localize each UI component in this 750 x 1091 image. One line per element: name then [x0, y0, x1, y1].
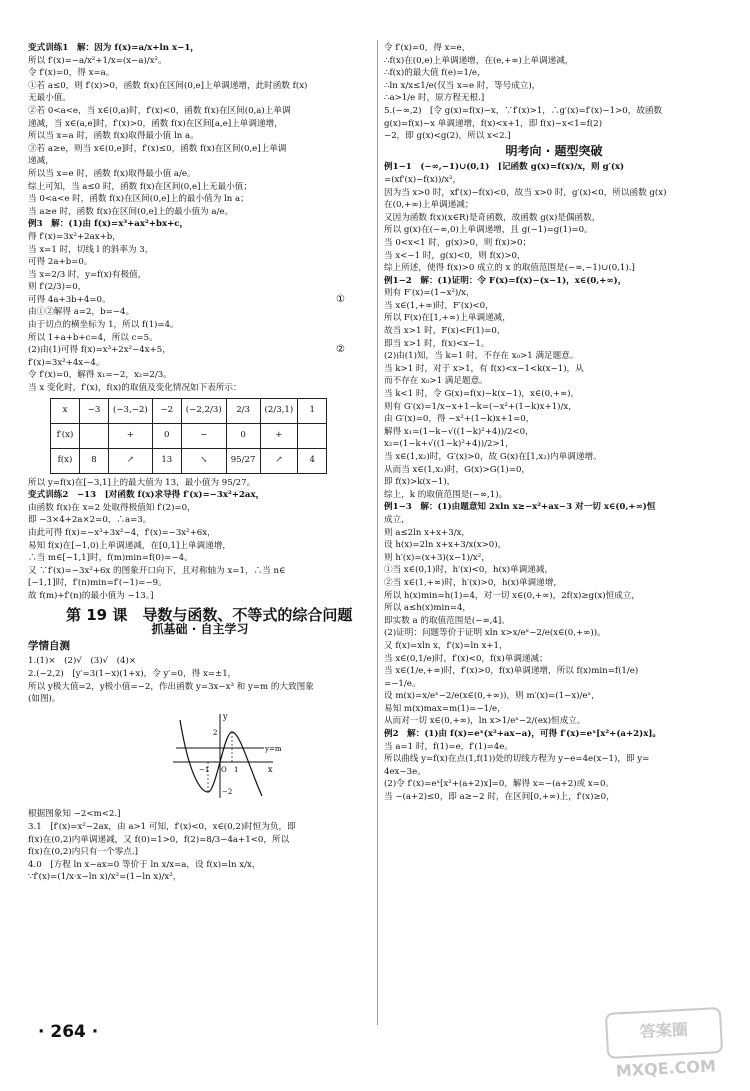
text-line: 综上，k 的取值范围是(−∞,1)。 [384, 489, 508, 500]
text-line: =(xf′(x)−f(x))/x²， [384, 174, 462, 185]
variation-table [50, 398, 327, 474]
text-line: 所以当 x=e 时，函数 f(x)取得最小值 a/e。 [28, 168, 196, 179]
text-line: f′(x)=3x²+4x−4。 [28, 357, 105, 368]
table-cell: f(x) [51, 448, 80, 473]
text-line: 设 h(x)=2ln x+x+3/x(x>0)， [384, 540, 507, 551]
text-line: 即当 x>1 时，f(x)<x−1。 [384, 338, 490, 349]
table-row [51, 448, 327, 473]
text-line: 当 x∈(1,x₂)时，G′(x)>0，故 G(x)在[1,x₂)内单调递增。 [384, 452, 602, 462]
left-bottom-block-2 [28, 808, 372, 884]
text-line: 设 m(x)=x/eˣ−2/e(x∈(0,+∞))，则 m′(x)=(1−x)/eˣ， [384, 691, 600, 702]
text-line: 所以当 x=a 时，函数 f(x)取得最小值 ln a。 [28, 131, 199, 142]
watermark-logo: 答案圈 MXQE.COM [605, 1007, 723, 1059]
text-line: 当 x 变化时，f′(x)，f(x)的取值及变化情况如下表所示： [28, 383, 242, 394]
text-line: 递减， [28, 156, 54, 167]
table-cell: 1 [298, 398, 327, 423]
text-line: 无最小值。 [28, 93, 71, 104]
text-line: 则有 F′(x)=(1−x²)/x， [384, 288, 475, 299]
text-line: 由于切点的横坐标为 1，所以 f(1)=4。 [28, 320, 179, 331]
text-line: 2.(−2,2) [y′=3(1−x)(1+x)，令 y′=0，得 x=±1， [28, 668, 237, 679]
left-mid-block [28, 477, 372, 603]
text-line: (2)证明：问题等价于证明 xln x>x/eˣ−2/e(x∈(0,+∞))。 [384, 628, 606, 639]
text-line: ∴ln x/x≤1/e(仅当 x=e 时，等号成立)， [384, 80, 541, 91]
text-line: 从而当 x∈(1,x₂)时，G(x)>G(1)=0， [384, 464, 531, 475]
text-line: ∴a>1/e 时，原方程无根.] [384, 93, 485, 104]
text-line: 故当 x>1 时，F(x)<F(1)=0， [384, 326, 506, 337]
equation-marker-2: ② [336, 344, 345, 355]
text-line: 易知 m(x)max=m(1)=−1/e， [384, 703, 506, 714]
text-line: 由 G′(x)=0，得 −x²+(1−k)x+1=0， [384, 414, 535, 425]
right-top-block [384, 42, 724, 143]
text-line: ①若 a≤0，则 f′(x)>0，函数 f(x)在区间(0,e]上单调递增，此时函数 f(x) [28, 80, 308, 91]
text-line: 所以 1+a+b+c=4，所以 c=5。 [28, 332, 158, 343]
text-line: 则 h′(x)=(x+3)(x−1)/x²， [384, 552, 490, 563]
equation-marker-1: ① [336, 294, 345, 305]
table-cell: + [109, 423, 153, 448]
text-line: (2)由(1)可得 f(x)=x³+2x²−4x+5， [28, 345, 171, 356]
text-line: 当 a≥e 时，函数 f(x)在区间(0,e]上的最小值为 a/e。 [28, 206, 234, 217]
section-banner-right: 明考向 · 题型突破 [505, 143, 603, 158]
subheading: 学情自测 [28, 639, 70, 652]
graph-line-label: y=m [265, 744, 282, 753]
text-line: 例3 解：(1)由 f(x)=x³+ax²+bx+c， [28, 219, 189, 230]
text-line: 例1−2 解：(1)证明：令 F(x)=f(x)−(x−1)，x∈(0,+∞)， [384, 275, 627, 286]
text-line: ∴f(x)在(0,e)上单调递增，在(e,+∞)上单调递减， [384, 55, 574, 66]
page-number: · 264 · [38, 1022, 99, 1042]
text-line: 解得 x₁=(1−k−√((1−k)²+4))/2<0， [384, 426, 534, 437]
table-cell: 0 [226, 423, 260, 448]
text-line: 当 x∈(0,1/e)时，f′(x)<0，f(x)单调递减； [384, 653, 548, 664]
table-cell: 13 [152, 448, 181, 473]
text-line: 当 x∈(1,+∞)时，F′(x)<0， [384, 300, 494, 311]
text-line: ∴f(x)的最大值 f(e)=1/e， [384, 68, 486, 79]
text-line: (如图)。 [28, 694, 61, 705]
text-line: 当 −(a+2)≤0，即 a≥−2 时，在区间[0,+∞)上，f′(x)≥0， [384, 792, 615, 803]
table-cell: + [260, 423, 298, 448]
text-line: 当 0<a<e 时，函数 f(x)在区间(0,e]上的最小值为 ln a； [28, 194, 249, 205]
text-line: 4.0 [方程 ln x−ax=0 等价于 ln x/x=a，设 f(x)=ln x/x， [28, 859, 261, 870]
graph-x-label: x [268, 764, 273, 774]
text-line: f(x)在(0,2)内只有一个零点.] [28, 847, 138, 858]
text-line: 所以 y=f(x)在[−3,1]上的最大值为 13，最小值为 95/27。 [28, 477, 256, 488]
text-line: 所以 h(x)min=h(1)=4，对一切 x∈(0,+∞)，2f(x)≥g(x)恒成立， [384, 590, 641, 601]
text-line: 根据图象知 −2<m<2.] [28, 809, 121, 820]
lesson-title: 第 19 课 导数与函数、不等式的综合问题 [66, 605, 353, 624]
table-cell: 2/3 [226, 398, 260, 423]
text-line: 从而对一切 x∈(0,+∞)，ln x>1/eˣ−2/(ex)恒成立。 [384, 716, 586, 727]
text-line: 变式训练1 解：因为 f(x)=a/x+ln x−1， [28, 43, 199, 53]
text-line: 当 0<x<1 时，g(x)>0，则 f(x)>0； [384, 237, 532, 248]
tick-1: 1 [234, 765, 239, 774]
text-line: 例1−1 (−∞,−1)∪(0,1) [记函数 g(x)=f(x)/x，则 g′(x) [384, 162, 625, 173]
right-mid-block [384, 161, 724, 803]
text-line: 则 f′(2/3)=0， [28, 282, 87, 293]
text-line: 令 f′(x)=0，得 x=e， [384, 43, 471, 53]
column-divider [377, 40, 378, 1025]
text-line: (2)由(1)知，当 k=1 时，不存在 x₀>1 满足题意。 [384, 351, 579, 362]
text-line: x₂=(1−k+√((1−k)²+4))/2>1， [384, 439, 514, 450]
table-cell: 8 [80, 448, 109, 473]
text-line: 令 f′(x)=0，得 x=a。 [28, 68, 115, 79]
text-line: 所以 g(x)在(−∞,0)上单调递增，且 g(−1)=g(1)=0。 [384, 225, 593, 236]
text-line: 由①②解得 a=2，b=−4。 [28, 307, 135, 318]
table-cell: ↘ [181, 448, 226, 473]
tick-minus2: −2 [222, 787, 233, 796]
text-line: g(x)=f(x)−x 单调递增，f(x)<x+1，即 f(x)−x<1=f(2) [384, 118, 603, 129]
text-line: 变式训练2 −13 [对函数 f(x)求导得 f′(x)=−3x²+2ax， [28, 490, 265, 501]
text-line: 得 f′(x)=3x²+2ax+b， [28, 231, 121, 242]
text-line: 递减，当 x∈(a,e]时，f′(x)>0，函数 f(x)在区间[a,e]上单调递增， [28, 118, 283, 129]
text-line: ③若 a≥e，则当 x∈(0,e]时，f′(x)≤0，函数 f(x)在区间(0,e]上单调 [28, 143, 287, 154]
text-line: 当 a=1 时，f(1)=e，f′(1)=4e。 [384, 741, 513, 752]
text-line: 所以 f′(x)=−a/x²+1/x=(x−a)/x²。 [28, 55, 167, 66]
text-line: 则有 G′(x)=1/x−x+1−k=(−x²+(1−k)x+1)/x， [384, 401, 577, 412]
text-line: 易知 f(x)在[−1,0)上单调递减，在[0,1]上单调递增， [28, 540, 231, 551]
table-cell: −2 [152, 398, 181, 423]
table-cell: 0 [152, 423, 181, 448]
table-cell: − [181, 423, 226, 448]
table-cell: (−2,2/3) [181, 398, 226, 423]
right-column [384, 42, 724, 804]
text-line: 由函数 f(x)在 x=2 处取得极值知 f′(2)=0， [28, 502, 196, 513]
text-line: (2)令 f′(x)=eˣ[x²+(a+2)x]=0，解得 x=−(a+2)或 x=0。 [384, 779, 615, 790]
table-cell: (2/3,1) [260, 398, 298, 423]
text-line: 综上可知，当 a≤0 时，函数 f(x)在区间(0,e]上无最小值； [28, 181, 252, 192]
text-line: ②若 0<a<e，当 x∈(0,a)时，f′(x)<0，函数 f(x)在区间(0,a)上单调 [28, 105, 291, 116]
curve-y-3x-x3 [180, 720, 262, 796]
section-banner-left: 抓基础 · 自主学习 [151, 622, 249, 637]
text-line: 当 x=1 时，切线 l 的斜率为 3， [28, 244, 154, 255]
text-line: 即 −3×4+2a×2=0，∴a=3。 [28, 515, 152, 526]
text-line: 即实数 a 的取值范围是(−∞,4]。 [384, 615, 510, 626]
text-line: 例2 解：(1)由 f(x)=eˣ(x²+ax−a)，可得 f′(x)=eˣ[x²+(a+2)x]。 [384, 729, 661, 740]
text-line: 又 ∵f′(x)=−3x²+6x 的图象开口向下，且对称轴为 x=1，∴当 n∈ [28, 565, 286, 576]
table-cell: ↗ [109, 448, 153, 473]
table-cell: −3 [80, 398, 109, 423]
table-row [51, 423, 327, 448]
tick-minus1: −1 [199, 765, 210, 774]
text-line: 而不存在 x₀>1 满足题意。 [384, 376, 488, 387]
table-cell: f′(x) [51, 423, 80, 448]
text-line: 即 f(x)>k(x−1)， [384, 477, 456, 488]
text-line: 在(0,+∞)上单调递减； [384, 200, 474, 211]
table-cell: (−3,−2) [109, 398, 153, 423]
table-cell: ↗ [260, 448, 298, 473]
tick-origin: O [221, 765, 227, 774]
text-line: ①当 x∈(0,1)时，h′(x)<0，h(x)单调递减， [384, 565, 554, 576]
text-line: 综上所述，使得 f(x)>0 成立的 x 的取值范围是(−∞,−1)∪(0,1).] [384, 263, 635, 274]
table-cell: 95/27 [226, 448, 260, 473]
text-line: 令 f′(x)=0，解得 x₁=−2，x₂=2/3。 [28, 370, 172, 381]
text-line: 又 f(x)=xln x，f′(x)=ln x+1， [384, 640, 508, 651]
cubic-graph-figure [168, 710, 372, 805]
cubic-graph [168, 710, 282, 800]
table-cell [298, 423, 327, 448]
text-line: 当 k>1 时，对于 x>1，有 f(x)<x−1<k(x−1)，从 [384, 363, 584, 374]
text-line: [−1,1]时，f′(n)min=f′(−1)=−9。 [28, 578, 167, 589]
text-line: ②当 x∈(1,+∞)时，h′(x)>0，h(x)单调递增， [384, 577, 562, 588]
text-line: 故 f(m)+f′(n)的最小值为 −13。] [28, 590, 154, 601]
text-line: 当 k<1 时，令 G(x)=f(x)−k(x−1)，x∈(0,+∞)， [384, 389, 580, 400]
table-cell: 4 [298, 448, 327, 473]
text-line: 1.(1)× (2)√ (3)√ (4)× [28, 656, 137, 667]
text-line: 由此可得 f(x)=−x³+3x²−4，f′(x)=−3x²+6x， [28, 528, 216, 538]
table-cell: x [51, 398, 80, 423]
text-line: ∵f′(x)=(1/x·x−ln x)/x²=(1−ln x)/x²， [28, 872, 182, 883]
tick-2: 2 [213, 728, 218, 737]
text-line: 当 x=2/3 时，y=f(x)有极值， [28, 269, 147, 280]
left-column [28, 42, 372, 884]
text-line: 5.(−∞,2) [令 g(x)=f(x)−x，∵f′(x)>1，∴g′(x)=f′(x)−1>0，故函数 [384, 105, 663, 116]
text-line: 所以曲线 y=f(x)在点(1,f(1))处的切线方程为 y−e=4e(x−1)，即 y= [384, 754, 650, 765]
text-line: 成立， [384, 514, 410, 525]
table-cell [80, 423, 109, 448]
text-line: 则 a≤2ln x+x+3/x， [384, 527, 471, 538]
text-line: 因为当 x>0 时，xf′(x)−f(x)<0，故当 x>0 时，g′(x)<0，所以函数 g(x) [384, 187, 667, 198]
text-line: 可得 4a+3b+4=0。 [28, 294, 111, 305]
text-line: 所以 F(x)在[1,+∞)上单调递减， [384, 313, 511, 324]
text-line: 所以 y极大值=2，y极小值=−2，作出函数 y=3x−x³ 和 y=m 的大致图象 [28, 681, 314, 692]
text-line: ∴当 m∈[−1,1]时，f(m)min=f(0)=−4。 [28, 553, 193, 564]
text-line: 3.1 [f′(x)=x²−2ax，由 a>1 可知，f′(x)<0，x∈(0,2)时恒为负，即 [28, 821, 296, 832]
text-line: 又因为函数 f(x)(x∈R)是奇函数，故函数 g(x)是偶函数， [384, 212, 601, 223]
text-line: 4ex−3e。 [384, 766, 426, 777]
text-line: f(x)在(0,2)内单调递减，又 f(0)=1>0，f(2)=8/3−4a+1<0，所以 [28, 834, 290, 845]
graph-y-label: y [223, 711, 228, 721]
text-line: 所以 a≤h(x)min=4， [384, 603, 472, 614]
table-row [51, 398, 327, 423]
left-bottom-block-1 [28, 655, 372, 705]
text-line: 例1−3 解：(1)由题意知 2xln x≥−x²+ax−3 对一切 x∈(0,+∞)恒 [384, 502, 656, 513]
left-top-block [28, 42, 372, 395]
text-line: 当 x∈(1/e,+∞)时，f′(x)>0，f(x)单调递增，所以 f(x)min=f(1/e) [384, 666, 639, 677]
text-line: 可得 2a+b=0。 [28, 257, 93, 268]
text-line: 当 x<−1 时，g(x)<0，则 f(x)>0， [384, 250, 526, 261]
text-line: −2，即 g(x)<g(2)，所以 x<2.] [384, 131, 511, 142]
text-line: =−1/e。 [384, 678, 421, 689]
